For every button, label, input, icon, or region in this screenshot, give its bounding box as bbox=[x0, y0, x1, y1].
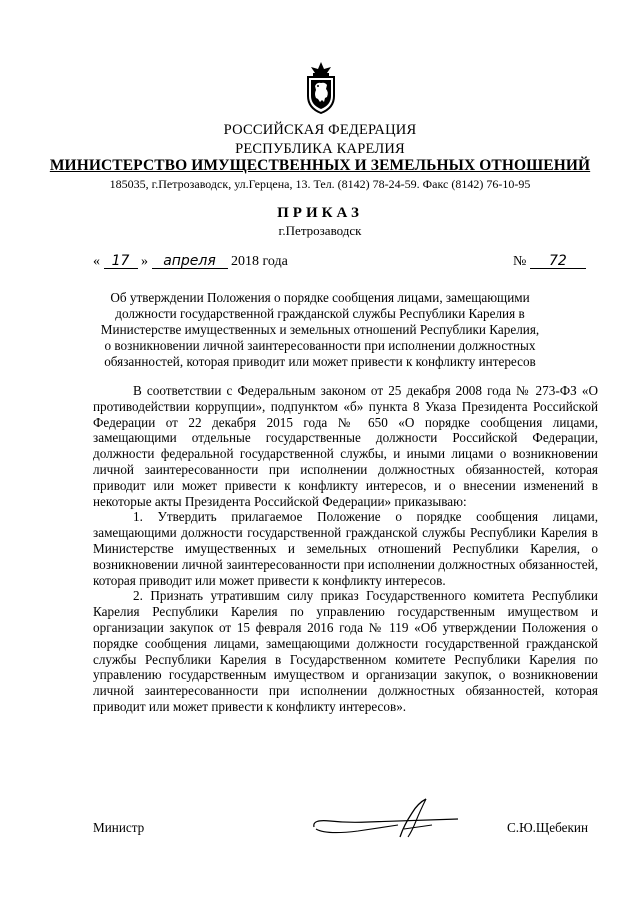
document-city: г.Петрозаводск bbox=[278, 223, 362, 238]
header-country: РОССИЙСКАЯ ФЕДЕРАЦИЯ bbox=[223, 122, 417, 138]
date-year: 2018 года bbox=[231, 254, 288, 269]
number-label: № bbox=[513, 254, 527, 269]
document-type: ПРИКАЗ bbox=[277, 205, 363, 221]
date-quote-open: « bbox=[93, 254, 100, 269]
document-title: Об утверждении Положения о порядке сообщения лицами, замещающими должности государственной гражданской службы Республики Карелия в Министерстве имущественных и земельных отношений Республики Карелия, о возникновении личной заинтересованности при исполнении должностных обязанностей, которая приводит или может привести к конфликту интересов bbox=[100, 290, 540, 370]
signer-name: С.Ю.Щебекин bbox=[506, 820, 588, 835]
number-value: 72 bbox=[530, 254, 586, 269]
paragraph-item-1: 1. Утвердить прилагаемое Положение о порядке сообщения лицами, замещающими должности государственной гражданской службы Республики Карелия в Министерстве имущественных и земельных отношений Республики Карелия, о возникновении личной заинтересованности при исполнении должностных обязанностей, которая приводит или может привести к конфликту интересов. bbox=[93, 509, 598, 588]
header-address: 185035, г.Петрозаводск, ул.Герцена, 13. Тел. (8142) 78-24-59. Факс (8142) 76-10-95 bbox=[109, 177, 531, 191]
signer-position: Министр bbox=[93, 820, 145, 835]
document-date bbox=[93, 254, 288, 270]
paragraph-preamble: В соответствии с Федеральным законом от 25 декабря 2008 года № 273-ФЗ «О противодействии коррупции», подпунктом «б» пункта 8 Указа Президента Российской Федерации от 22 декабря 2015 года № 650 «О порядке сообщения лицами, замещающими отдельные государственные должности Российской Федерации, должности федеральной государственной службы, и иными лицами о возникновении личной заинтересованности при исполнении должностных обязанностей, которая приводит или может привести к конфликту интересов, и о внесении изменений в некоторые акты Президента Российской Федерации» приказываю: bbox=[93, 383, 598, 509]
date-quote-close: » bbox=[141, 254, 148, 269]
header-ministry: МИНИСТЕРСТВО ИМУЩЕСТВЕННЫХ И ЗЕМЕЛЬНЫХ ОТНОШЕНИЙ bbox=[49, 157, 591, 174]
date-month: апреля bbox=[152, 254, 228, 269]
date-day: 17 bbox=[104, 254, 138, 269]
document-body bbox=[93, 383, 598, 715]
document-number bbox=[513, 254, 586, 270]
paragraph-item-2: 2. Признать утратившим силу приказ Государственного комитета Республики Карелия Республики Карелия по управлению государственным имуществом и организации закупок от 15 февраля 2016 года № 119 «Об утверждении Положения о порядке сообщения лицами, замещающими должности государственной гражданской службы Республики Карелия в Государственном комитете Республики Карелия по управлению государственным имуществом и организации закупок, о возникновении личной заинтересованности при исполнении должностных обязанностей, которая приводит или может привести к конфликту интересов». bbox=[93, 588, 598, 714]
karelia-coat-of-arms-icon bbox=[305, 62, 337, 114]
handwritten-signature-icon bbox=[308, 795, 468, 845]
header-republic: РЕСПУБЛИКА КАРЕЛИЯ bbox=[235, 141, 405, 157]
